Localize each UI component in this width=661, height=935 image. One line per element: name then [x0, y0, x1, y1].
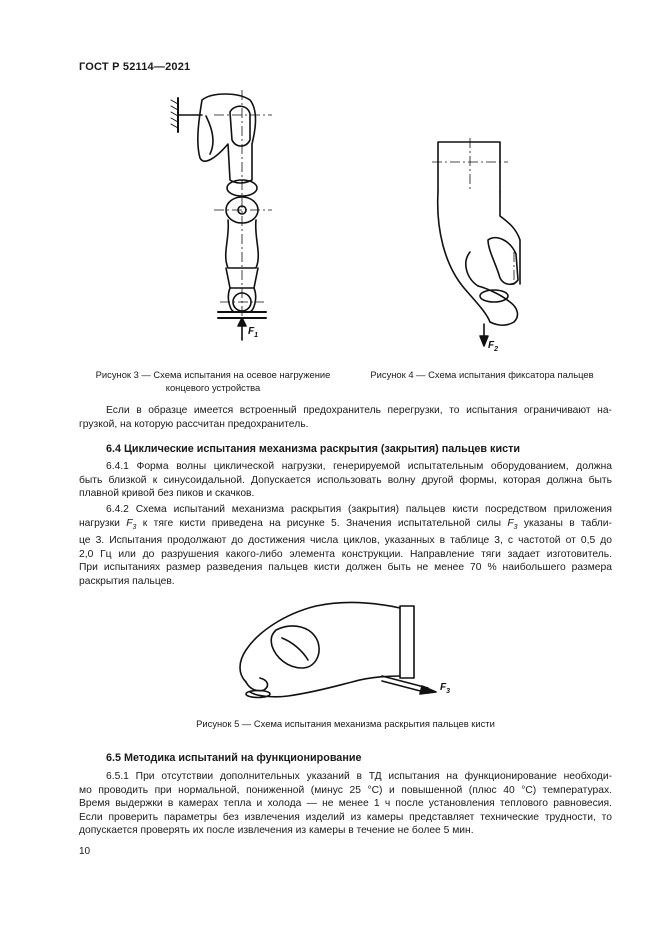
paragraph-6-4-2: 6.4.2 Схема испытаний механизма раскрытия (закрытия) пальцев кисти посредством приложения нагрузки $F_3$ к тяге кисти приведена на рисунке 5. Значения испытательной силы $F_3$ указаны в табли- це 3. Испытания продолжают до достижения числа циклов, указанных в таблице 3, с частотой от 0,5 до 2,0 Гц или до разрушения какого-либо элемента конструкции. Направление тяги задает изготовитель. При испытаниях размер разведения пальцев кисти должен быть не менее 70 % наибольшего размера раскрытия пальцев. — [79, 504, 612, 588]
paragraph-overload-continued: грузкой, на которую рассчитан предохранитель. — [79, 419, 309, 430]
figure-4-caption: Рисунок 4 — Схема испытания фиксатора пальцев — [370, 369, 594, 380]
paragraph-overload: Если в образце имеется встроенный предохранитель перегрузки, то испытания ограничивают на- — [106, 405, 612, 416]
section-6-5-heading: 6.5 Методика испытаний на функционирование — [106, 752, 362, 764]
svg-text:F2 — [488, 340, 498, 353]
figure-5-diagram — [232, 598, 462, 706]
fig5-force-sub: 3 — [446, 688, 451, 695]
section-6-4-heading: 6.4 Циклические испытания механизма раскрытия (закрытия) пальцев кисти — [106, 443, 521, 455]
force-symbol-f3: $F_3$ — [126, 517, 137, 531]
force-symbol-f3-values: $F_3$ — [507, 517, 518, 531]
figure-3-caption: Рисунок 3 — Схема испытания на осевое нагружение концевого устройства — [95, 369, 331, 393]
fig4-force-label: F — [488, 340, 495, 351]
figure-3-diagram — [160, 88, 290, 348]
fig5-force-label: F — [440, 682, 447, 693]
page-number: 10 — [79, 846, 91, 857]
paragraph-6-4-1: 6.4.1 Форма волны циклической нагрузки, генерируемой испытательным оборудованием, должна быть близкой к синусоидальной. Допускается использовать волну другой формы, которая должна быть плавной кривой без пиков и скачков. — [79, 461, 612, 500]
figure-5-caption: Рисунок 5 — Схема испытания механизма раскрытия пальцев кисти — [196, 718, 495, 729]
paragraph-6-5-1: 6.5.1 При отсутствии дополнительных указаний в ТД испытания на функционирование необходи- мо проводить при нормальной, пониженной (минус 25 °С) и повышенной (плюс 40 °С) температурах. Время выдержки в камерах тепла и холода — не менее 1 ч после установления теплового равновесия. Если проверить параметры без извлечения изделий из камеры представляет технические трудности, то допускается проверять их после извлечения из камеры в течение не более 5 мин. — [79, 771, 612, 837]
figure-4-diagram — [430, 136, 540, 351]
svg-text:F1 — [248, 326, 258, 339]
fig4-force-sub: 2 — [494, 346, 499, 353]
standard-header: ГОСТ Р 52114—2021 — [79, 61, 191, 73]
svg-text:F3 — [440, 682, 450, 695]
fig3-force-label: F — [248, 326, 255, 337]
fig3-force-sub: 1 — [254, 332, 259, 339]
